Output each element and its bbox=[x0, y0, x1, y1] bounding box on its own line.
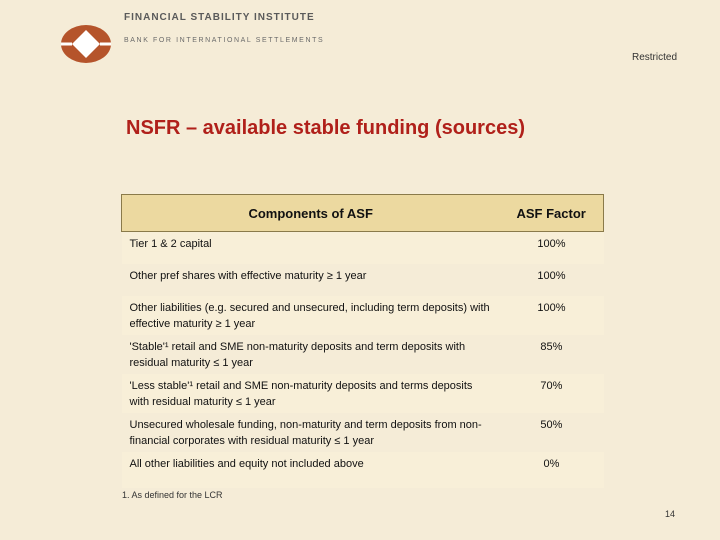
asf-table bbox=[121, 194, 604, 488]
header-components: Components of ASF bbox=[122, 195, 500, 232]
institute-name: FINANCIAL STABILITY INSTITUTE bbox=[124, 12, 315, 23]
table-header-row bbox=[122, 195, 604, 232]
header-asf-factor: ASF Factor bbox=[499, 195, 603, 232]
factor-cell: 50% bbox=[499, 413, 603, 452]
classification-label: Restricted bbox=[631, 52, 677, 63]
bank-name: BANK FOR INTERNATIONAL SETTLEMENTS bbox=[124, 37, 325, 44]
factor-cell: 100% bbox=[499, 264, 603, 296]
page-number: 14 bbox=[664, 509, 675, 519]
factor-cell: 100% bbox=[499, 296, 603, 335]
table-row bbox=[122, 335, 604, 374]
component-cell: All other liabilities and equity not included above bbox=[122, 452, 500, 488]
component-cell: Other pref shares with effective maturity ≥ 1 year bbox=[122, 264, 500, 296]
component-cell: Tier 1 & 2 capital bbox=[122, 232, 500, 264]
table-row bbox=[122, 413, 604, 452]
component-cell: Other liabilities (e.g. secured and unsecured, including term deposits) with effective maturity ≥ 1 year bbox=[122, 296, 500, 335]
table-row bbox=[122, 374, 604, 413]
footnote: 1. As defined for the LCR bbox=[122, 490, 223, 500]
table-row bbox=[122, 264, 604, 296]
factor-cell: 70% bbox=[499, 374, 603, 413]
factor-cell: 100% bbox=[499, 232, 603, 264]
table-row bbox=[122, 232, 604, 264]
table-row bbox=[122, 452, 604, 488]
slide-title: NSFR – available stable funding (sources) bbox=[126, 117, 525, 139]
table-row bbox=[122, 296, 604, 335]
component-cell: 'Less stable'¹ retail and SME non-maturity deposits and terms deposits with residual maturity ≤ 1 year bbox=[122, 374, 500, 413]
factor-cell: 85% bbox=[499, 335, 603, 374]
factor-cell: 0% bbox=[499, 452, 603, 488]
component-cell: Unsecured wholesale funding, non-maturity and term deposits from non-financial corporates with residual maturity ≤ 1 year bbox=[122, 413, 500, 452]
component-cell: 'Stable'¹ retail and SME non-maturity deposits and term deposits with residual maturity ≤ 1 year bbox=[122, 335, 500, 374]
bis-logo-icon bbox=[60, 24, 112, 64]
